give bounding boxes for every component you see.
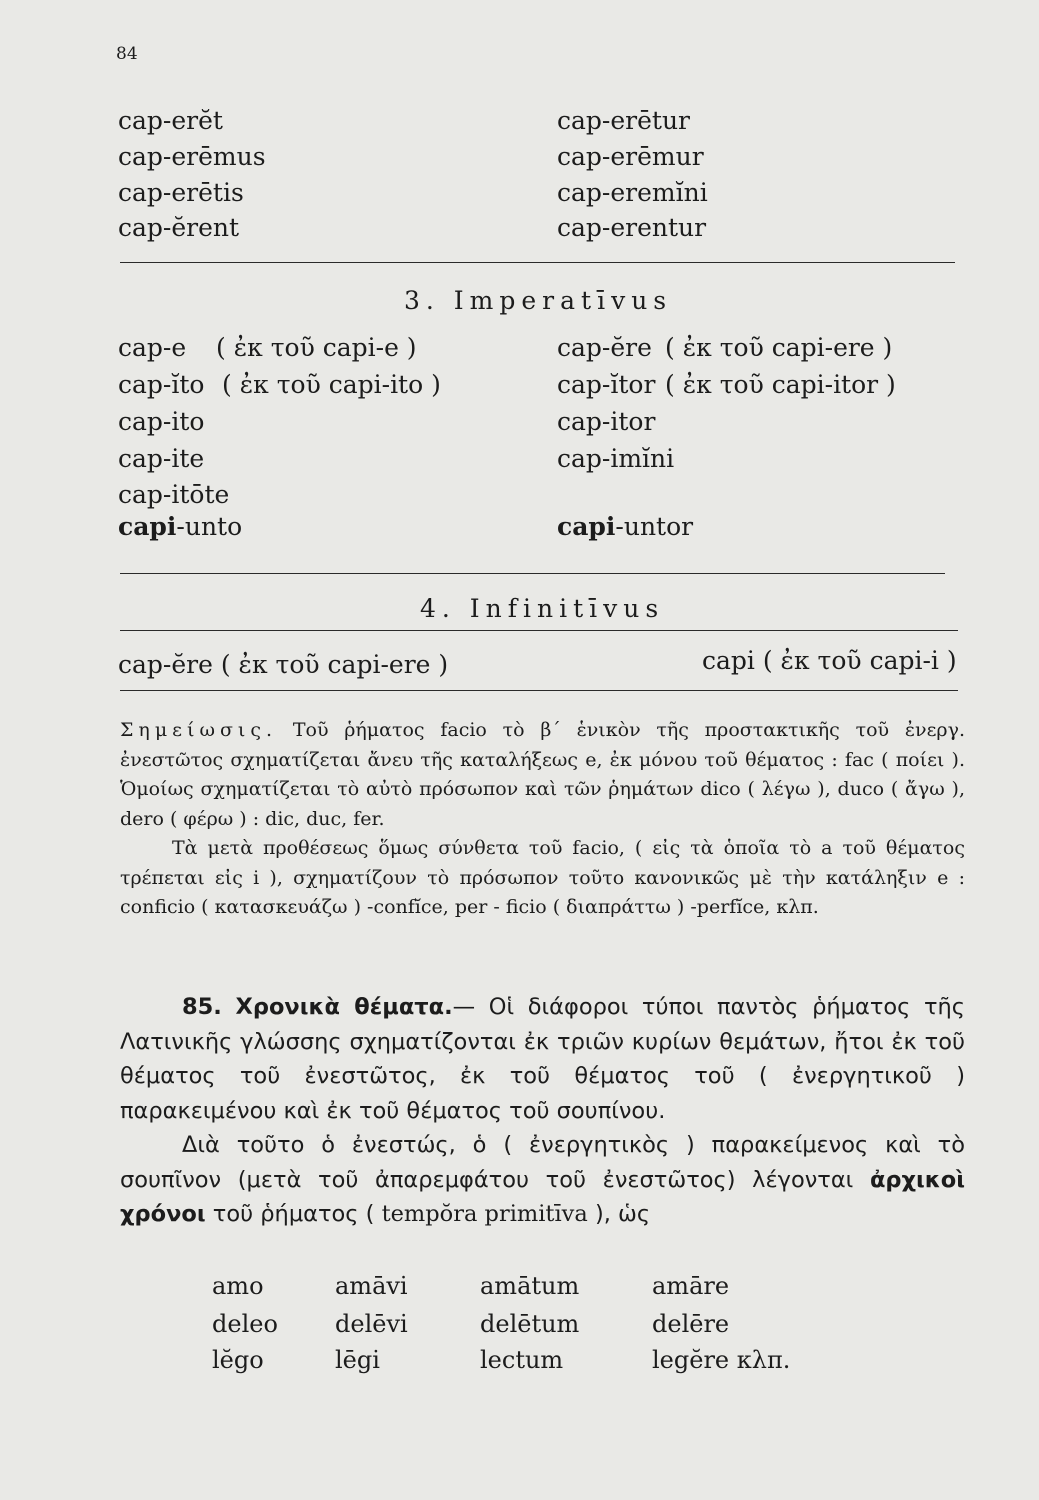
table-cell: delēvi (335, 1310, 408, 1338)
infinitive-passive: capi ( ἐκ τοῦ capi-i ) (702, 646, 957, 675)
table-cell: lēgi (335, 1346, 380, 1374)
paragraph-text: Διὰ τοῦτο ὁ ἐνεστώς, ὁ ( ἐνεργητικὸς ) παρακείμενος καὶ τὸ σουπῖνον (μετὰ τοῦ ἀπαρεμφάτου τοῦ ἐνεστῶτος) λέγονται (120, 1132, 965, 1193)
table-cell: delētum (480, 1310, 580, 1338)
page-number: 84 (116, 44, 138, 64)
table-cell: lectum (480, 1346, 564, 1374)
divider (120, 630, 958, 631)
imperative-passive-note: ( ἐκ τοῦ capi-itor ) (665, 370, 896, 399)
imperative-passive-form: cap-ĭtor (557, 370, 656, 399)
imperative-passive-note: ( ἐκ τοῦ capi-ere ) (665, 333, 893, 362)
imperative-active-form: cap-e (118, 333, 187, 362)
imperative-active-form: cap-ite (118, 444, 205, 473)
note-paragraph-2: Τὰ μετὰ προθέσεως ὅμως σύνθετα τοῦ facio, ( εἰς τὰ ὁποῖα τὸ a τοῦ θέματος τρέπεται εἰς i ), σχηματίζουν τὸ πρόσωπον τοῦτο κανονικῶς μὲ τὴν κατάληξιν e : conficio ( κατασκευάζω ) -confĭce, per - ficio ( διαπράττω ) -perfĭce, κλπ. (120, 837, 965, 918)
note-paragraph-1 (120, 716, 965, 834)
infinitive-active: cap-ĕre ( ἐκ τοῦ capi-ere ) (118, 650, 449, 679)
bold-term: ἀρχικοὶ χρόνοι (120, 1166, 966, 1227)
imperative-active-form: cap-ĭto (118, 370, 205, 399)
bold-stem: capi (118, 512, 177, 541)
imperative-passive-form: cap-itor (557, 407, 656, 436)
table-cell: delēre (652, 1310, 730, 1338)
imperative-active-form: cap-itōte (118, 480, 230, 509)
section-85-paragraph-1 (120, 990, 965, 1128)
subj-passive-form: cap-eremĭni (557, 178, 708, 207)
subj-passive-form: cap-erēmur (557, 142, 704, 171)
table-cell: amātum (480, 1272, 580, 1300)
latin-term: tempŏra primitīva (381, 1201, 588, 1227)
imperative-passive-form: cap-imĭni (557, 444, 675, 473)
paragraph-text: ), ὡς (594, 1201, 651, 1227)
ending: -untor (615, 512, 694, 541)
infinitive-heading: 4. Infinitīvus (420, 594, 665, 623)
subj-passive-form: cap-erētur (557, 106, 690, 135)
table-cell: deleo (212, 1310, 278, 1338)
subj-passive-form: cap-erentur (557, 213, 707, 242)
section-85 (120, 990, 965, 1232)
section-title: Χρονικὰ θέματα. (235, 994, 453, 1020)
imperative-active-note: ( ἐκ τοῦ capi-e ) (216, 333, 417, 362)
table-cell: amāre (652, 1272, 730, 1300)
note-block (120, 716, 965, 923)
table-cell: lĕgo (212, 1346, 264, 1374)
table-cell: legĕre κλπ. (652, 1346, 791, 1374)
section-number: 85. (182, 994, 222, 1020)
section-85-paragraph-2 (120, 1128, 965, 1232)
divider (120, 262, 955, 263)
note-text: Τοῦ ῥήματος facio τὸ β΄ ἑνικὸν τῆς προστακτικῆς τοῦ ἐνεργ. ἐνεστῶτος σχηματίζεται ἄνευ τῆς καταλήξεως e, ἐκ μόνου τοῦ θέματος : fac ( ποίει ). Ὁμοίως σχηματίζεται τὸ αὐτὸ πρόσωπον καὶ τῶν ῥημάτων dico ( λέγω ), duco ( ἄγω ), dero ( φέρω ) : dic, duc, fer. (120, 719, 965, 830)
imperative-passive-form: cap-ĕre (557, 333, 652, 362)
ending: -unto (176, 512, 243, 541)
imperative-passive-form (557, 514, 693, 539)
table-cell: amāvi (335, 1272, 408, 1300)
imperative-active-note: ( ἐκ τοῦ capi-ito ) (222, 370, 441, 399)
bold-stem: capi (557, 512, 616, 541)
divider (120, 690, 958, 691)
table-cell: amo (212, 1272, 264, 1300)
imperative-heading: 3. Imperatīvus (404, 286, 673, 315)
subj-active-form: cap-erēmus (118, 142, 266, 171)
note-label: Σημείωσις. (120, 719, 278, 741)
subj-active-form: cap-erĕt (118, 106, 223, 135)
paragraph-text: — Οἱ διάφοροι τύποι παντὸς ῥήματος τῆς Λατινικῆς γλώσσης σχηματίζονται ἐκ τριῶν κυρίων θεμάτων, ἤτοι ἐκ τοῦ θέματος τοῦ ἐνεστῶτος, ἐκ τοῦ θέματος τοῦ ( ἐνεργητικοῦ ) παρακειμένου καὶ ἐκ τοῦ θέματος τοῦ σουπίνου. (120, 994, 965, 1124)
paragraph-text: τοῦ ῥήματος ( (212, 1201, 375, 1227)
divider (120, 573, 945, 574)
imperative-active-form (118, 514, 242, 539)
subj-active-form: cap-ĕrent (118, 213, 240, 242)
subj-active-form: cap-erētis (118, 178, 244, 207)
imperative-active-form: cap-ito (118, 407, 205, 436)
